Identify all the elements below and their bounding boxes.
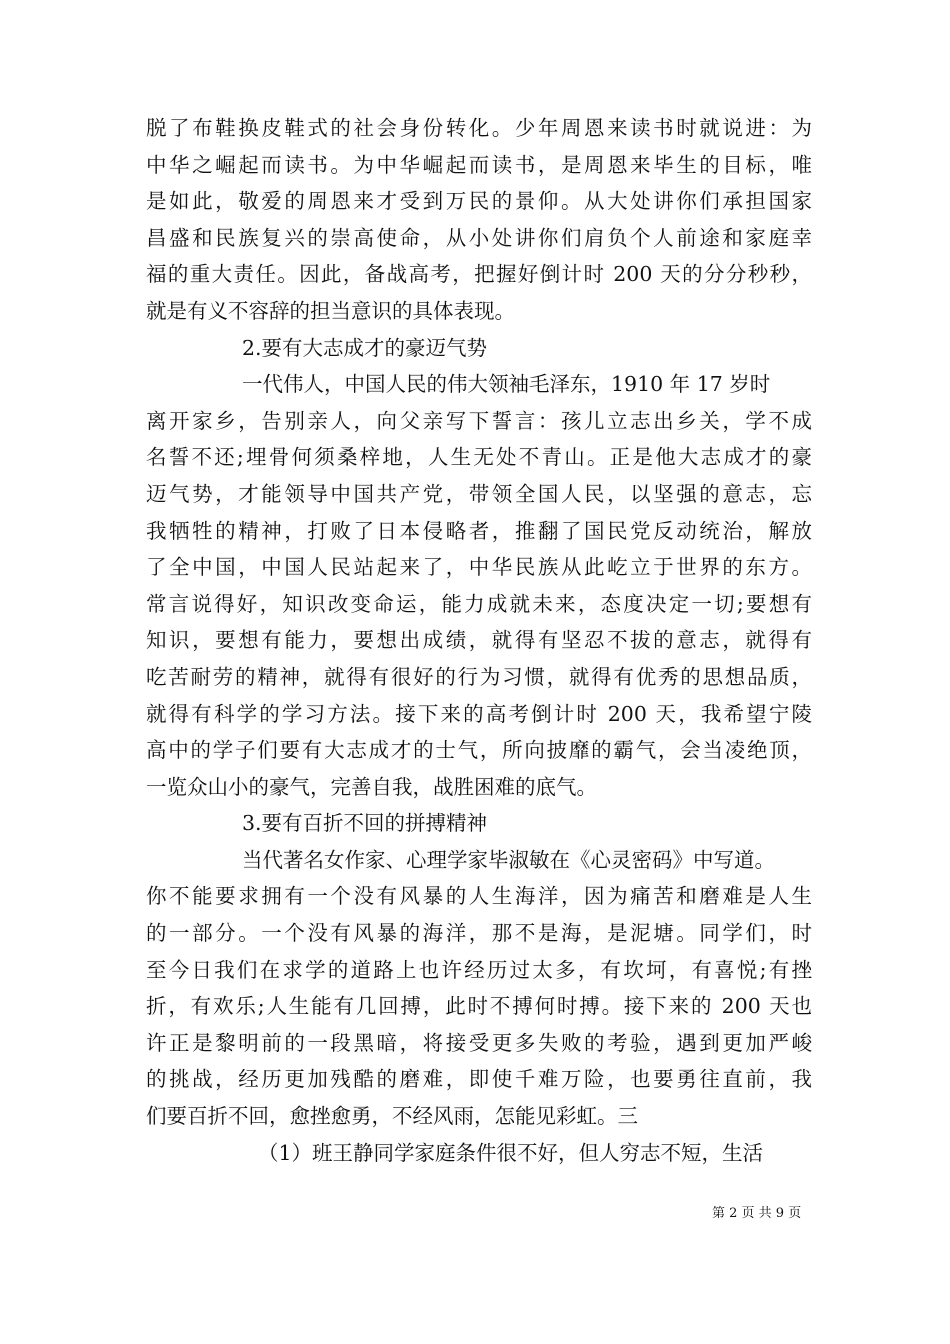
text-line: 就得有科学的学习方法。接下来的高考倒计时 200 天，我希望宁陵 <box>146 701 812 726</box>
body-text <box>146 110 812 1171</box>
text-line: 我牺牲的精神，打败了日本侵略者，推翻了国民党反动统治，解放 <box>146 518 812 543</box>
text-line: 的一部分。一个没有风暴的海洋，那不是海，是泥塘。同学们，时 <box>146 921 812 946</box>
text-line: 许正是黎明前的一段黑暗，将接受更多失败的考验，遇到更加严峻 <box>146 1030 812 1055</box>
text-line: 福的重大责任。因此，备战高考，把握好倒计时 200 天的分分秒秒， <box>146 262 812 287</box>
text-line: 迈气势，才能领导中国共产党，带领全国人民，以坚强的意志，忘 <box>146 481 812 506</box>
text-line: 了全中国，中国人民站起来了，中华民族从此屹立于世界的东方。 <box>146 555 812 580</box>
text-line: 是如此，敬爱的周恩来才受到万民的景仰。从大处讲你们承担国家 <box>146 189 812 214</box>
text-line: 就是有义不容辞的担当意识的具体表现。 <box>146 298 515 323</box>
paragraph-start-line: 当代著名女作家、心理学家毕淑敏在《心灵密码》中写道。 <box>242 847 775 872</box>
text-line: 离开家乡，告别亲人，向父亲写下誓言：孩儿立志出乡关，学不成 <box>146 408 812 433</box>
text-line: 们要百折不回，愈挫愈勇，不经风雨，怎能见彩虹。三 <box>146 1104 638 1129</box>
text-line: 中华之崛起而读书。为中华崛起而读书，是周恩来毕生的目标，唯 <box>146 152 812 177</box>
section-heading: 3.要有百折不回的拼搏精神 <box>242 811 488 836</box>
text-line: 昌盛和民族复兴的崇高使命，从小处讲你们肩负个人前途和家庭幸 <box>146 225 812 250</box>
text-line: 一览众山小的豪气，完善自我，战胜困难的底气。 <box>146 774 597 799</box>
paragraph-start-line: （1）班王静同学家庭条件很不好，但人穷志不短，生活 <box>258 1140 764 1165</box>
text-line: 脱了布鞋换皮鞋式的社会身份转化。少年周恩来读书时就说进：为 <box>146 116 812 140</box>
page-number-footer: 第 2 页 共 9 页 <box>712 1206 802 1221</box>
section-heading: 2.要有大志成才的豪迈气势 <box>242 335 488 360</box>
text-line: 名誓不还;埋骨何须桑梓地，人生无处不青山。正是他大志成才的豪 <box>146 445 812 470</box>
text-line: 折，有欢乐;人生能有几回搏，此时不搏何时搏。接下来的 200 天也 <box>146 994 812 1019</box>
text-line: 知识，要想有能力，要想出成绩，就得有坚忍不拔的意志，就得有 <box>146 628 812 653</box>
paragraph-start-line: 一代伟人，中国人民的伟大领袖毛泽东，1910 年 17 岁时 <box>242 372 771 397</box>
text-line: 你不能要求拥有一个没有风暴的人生海洋，因为痛苦和磨难是人生 <box>146 884 812 909</box>
text-line: 吃苦耐劳的精神，就得有很好的行为习惯，就得有优秀的思想品质， <box>146 664 812 689</box>
text-line: 高中的学子们要有大志成才的士气，所向披靡的霸气，会当凌绝顶， <box>146 738 812 763</box>
text-line: 至今日我们在求学的道路上也许经历过太多，有坎坷，有喜悦;有挫 <box>146 957 812 982</box>
text-line: 常言说得好，知识改变命运，能力成就未来，态度决定一切;要想有 <box>146 591 812 616</box>
text-line: 的挑战，经历更加残酷的磨难，即使千难万险，也要勇往直前，我 <box>146 1067 812 1092</box>
